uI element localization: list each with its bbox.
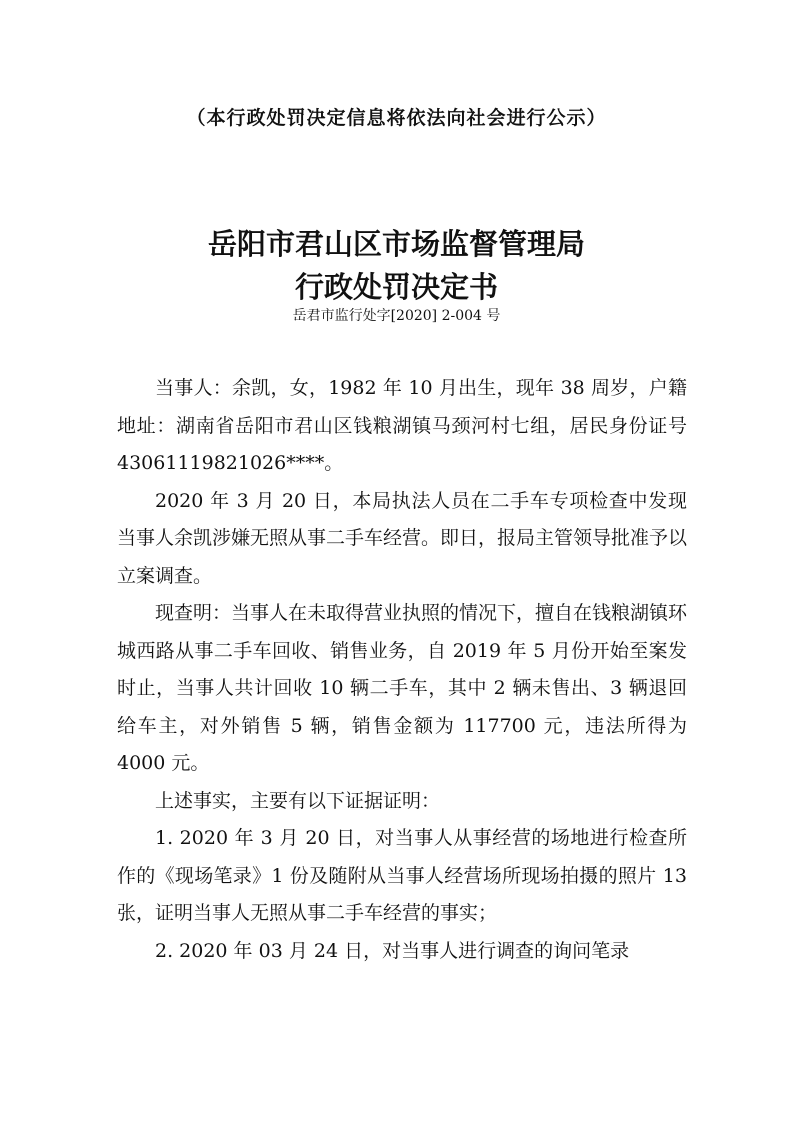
document-title: 行政处罚决定书 [294,270,498,304]
paragraph-case-filing: 2020 年 3 月 20 日，本局执法人员在二手车专项检查中发现当事人余凯涉嫌无照从事二手车经营。即日，报局主管领导批准予以立案调查。 [117,489,688,587]
paragraph-party-info: 当事人：余凯，女，1982 年 10 月出生，现年 38 周岁，户籍地址：湖南省岳阳市君山区钱粮湖镇马颈河村七组，居民身份证号 43061119821026****。 [117,377,687,474]
paragraph-findings: 现查明：当事人在未取得营业执照的情况下，擅自在钱粮湖镇环城西路从事二手车回收、销售业务，自 2019 年 5 月份开始至案发时止，当事人共计回收 10 辆二手车，其中 2 辆未售出、3 辆退回给车主，对外销售 5 辆，销售金额为 117700 元，违法所得为 4000 元。 [117,602,688,774]
paragraph-evidence-1: 1. 2020 年 3 月 20 日，对当事人从事经营的场地进行检查所作的《现场笔录》1 份及随附从当事人经营场所现场拍摄的照片 13 张，证明当事人无照从事二手车经营的事实； [117,827,687,924]
publicity-notice: （本行政处罚决定信息将依法向社会进行公示） [186,107,607,129]
agency-name: 岳阳市君山区市场监督管理局 [207,227,585,261]
document-body [117,370,687,970]
paragraph-evidence-intro: 上述事实，主要有以下证据证明： [155,789,441,812]
document-number: 岳君市监行处字[2020] 2-004 号 [292,308,501,324]
paragraph-evidence-2: 2. 2020 年 03 月 24 日，对当事人进行调查的询问笔录 [155,939,630,962]
